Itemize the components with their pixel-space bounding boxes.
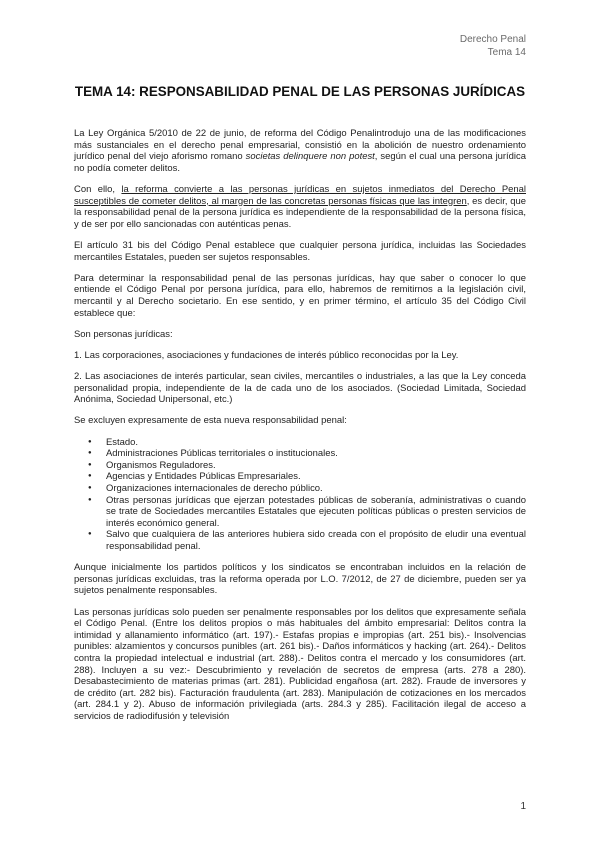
exclusions-list bbox=[74, 437, 526, 553]
list-item: ● Agencias y Entidades Públicas Empresariales. bbox=[74, 471, 526, 483]
list-item: ● Salvo que cualquiera de las anteriores hubiera sido creada con el propósito de eludir una eventual responsabilidad penal. bbox=[74, 529, 526, 552]
paragraph-6: 1. Las corporaciones, asociaciones y fundaciones de interés público reconocidas por la Ley. bbox=[74, 349, 459, 361]
paragraph-7: 2. Las asociaciones de interés particular, sean civiles, mercantiles o industriales, a las que la Ley conceda personalidad propia, independiente de la de cada uno de los asociados. (Sociedad Limitada, Sociedad Anónima, Sociedad Unipersonal, etc.) bbox=[74, 371, 526, 406]
list-item: ● Otras personas jurídicas que ejerzan potestades públicas de soberanía, administrativas o cuando se trate de Sociedades mercantiles Estatales que ejecuten políticas públicas o presten servicios de interés económico general. bbox=[74, 495, 526, 530]
paragraph-8: Se excluyen expresamente de esta nueva responsabilidad penal: bbox=[74, 415, 347, 427]
document-title: TEMA 14: RESPONSABILIDAD PENAL DE LAS PERSONAS JURÍDICAS bbox=[74, 84, 526, 99]
paragraph-10: Las personas jurídicas solo pueden ser penalmente responsables por los delitos que expresamente señala el Código Penal. (Entre los delitos propios o más habituales del ámbito empresarial: Delitos contra la intimidad y allanamiento informático (art. 197).- Estafas propias e impropias (art. 251 bis).- Insolvencias punibles: alzamientos y concursos punibles (art. 261 bis).- Daños informáticos y hacking (art. 264).- Delitos contra la propiedad intelectual e industrial (art. 288).- Delitos contra el mercado y los consumidores (art. 288). Incluyen a su vez:- Descubrimiento y revelación de secretos de empresa (arts. 278 a 280). Desabastecimiento de materias primas (art. 281). Publicidad engañosa (art. 282). Fraude de inversores y de crédito (art. 282 bis). Facturación fraudulenta (art. 283). Manipulación de cotizaciones en los mercados (art. 284.1 y 2). Abuso de información privilegiada (arts. 284.3 y 285). Facilitación ilegal de acceso a servicios de radiodifusión y televisión bbox=[74, 606, 526, 722]
paragraph-4: Para determinar la responsabilidad penal de las personas jurídicas, hay que saber o conocer lo que entiende el Código Penal por persona jurídica, para ello, habremos de remitirnos a la legislación civil, mercantil y al Derecho societario. En ese sentido, y en primer término, el artículo 35 del Código Civil establece que: bbox=[74, 272, 526, 319]
paragraph-3: El artículo 31 bis del Código Penal establece que cualquier persona jurídica, incluidas las Sociedades mercantiles Estatales, pueden ser sujetos responsables. bbox=[74, 239, 526, 263]
page-number: 1 bbox=[520, 801, 526, 812]
paragraph-1: La Ley Orgánica 5/2010 de 22 de junio, de reforma del Código Penalintrodujo una de las modificaciones más sustanciales en el derecho penal empresarial, consistió en la abolición de nuestro ordenamiento jurídico penal del viejo aforismo romano societas delinquere non potest, según el cual una persona jurídica no podía cometer delitos. bbox=[74, 128, 526, 174]
paragraph-2: Con ello, la reforma convierte a las personas jurídicas en sujetos inmediatos del Derecho Penal susceptibles de cometer delitos, al margen de las concretas personas físicas que las integren, es decir, que la responsabilidad penal de la persona jurídica es independiente de la responsabilidad de la persona física, y de ser por ello sancionadas con auténticas penas. bbox=[74, 183, 527, 230]
list-item: ● Organizaciones internacionales de derecho público. bbox=[74, 483, 526, 495]
page-header bbox=[460, 33, 526, 59]
paragraph-5: Son personas jurídicas: bbox=[74, 328, 173, 340]
header-topic: Tema 14 bbox=[487, 47, 526, 58]
latin-aphorism: societas delinquere non potest bbox=[245, 151, 375, 163]
document-body bbox=[74, 128, 526, 732]
list-item: ● Estado. bbox=[74, 437, 526, 449]
underlined-passage: la reforma convierte a las personas jurídicas en sujetos inmediatos del Derecho Penal susceptibles de cometer delitos, al margen de las concretas personas físicas que las integren bbox=[74, 183, 527, 207]
paragraph-9: Aunque inicialmente los partidos políticos y los sindicatos se encontraban incluidos en la relación de personas jurídicas excluidas, tras la reforma operada por L.O. 7/2012, de 27 de diciembre, pueden ser ya sujetos penalmente responsables. bbox=[74, 562, 526, 597]
list-item: ● Organismos Reguladores. bbox=[74, 460, 526, 472]
header-subject: Derecho Penal bbox=[459, 34, 526, 45]
list-item: ● Administraciones Públicas territoriales o institucionales. bbox=[74, 448, 526, 460]
